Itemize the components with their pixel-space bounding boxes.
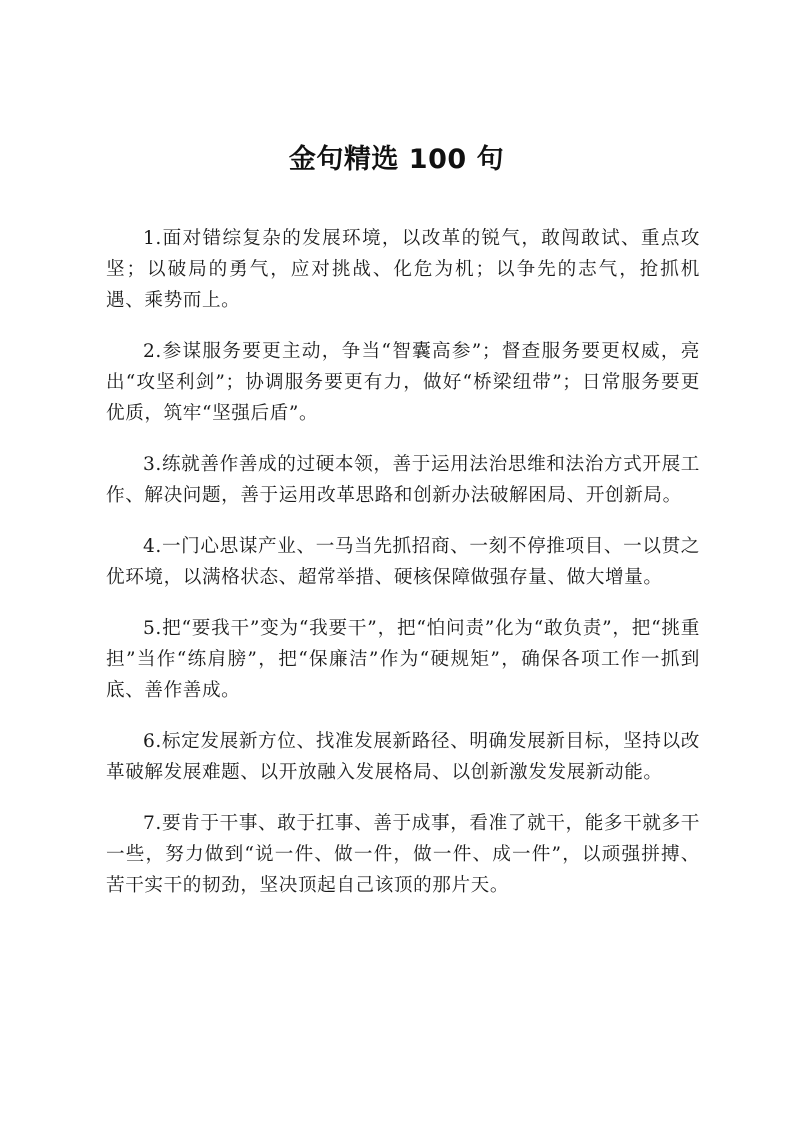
- paragraph-4: 4.一门心思谋产业、一马当先抓招商、一刻不停推项目、一以贯之优环境，以满格状态、超常举措、硬核保障做强存量、做大增量。: [106, 536, 700, 588]
- document-body: [106, 223, 700, 921]
- paragraph-7: 7.要肯于干事、敢于扛事、善于成事，看准了就干，能多干就多干一些，努力做到“说一件、做一件，做一件、成一件”，以顽强拼搏、苦干实干的韧劲，坚决顶起自己该顶的那片天。: [106, 813, 700, 896]
- paragraph-2: 2.参谋服务要更主动，争当“智囊高参”；督查服务要更权威，亮出“攻坚利剑”；协调服务要更有力，做好“桥梁纽带”；日常服务要更优质，筑牢“坚强后盾”。: [106, 341, 700, 424]
- paragraph-5: 5.把“要我干”变为“我要干”，把“怕问责”化为“敢负责”，把“挑重担”当作“练肩膀”，把“保廉洁”作为“硬规矩”，确保各项工作一抓到底、善作善成。: [106, 618, 700, 701]
- paragraph-3: 3.练就善作善成的过硬本领，善于运用法治思维和法治方式开展工作、解决问题，善于运用改革思路和创新办法破解困局、开创新局。: [106, 454, 700, 506]
- document-title: 金句精选 100 句: [288, 144, 505, 175]
- paragraph-6: 6.标定发展新方位、找准发展新路径、明确发展新目标，坚持以改革破解发展难题、以开放融入发展格局、以创新激发发展新动能。: [106, 731, 700, 783]
- paragraph-1: 1.面对错综复杂的发展环境，以改革的锐气，敢闯敢试、重点攻坚；以破局的勇气，应对挑战、化危为机；以争先的志气，抢抓机遇、乘势而上。: [106, 228, 700, 311]
